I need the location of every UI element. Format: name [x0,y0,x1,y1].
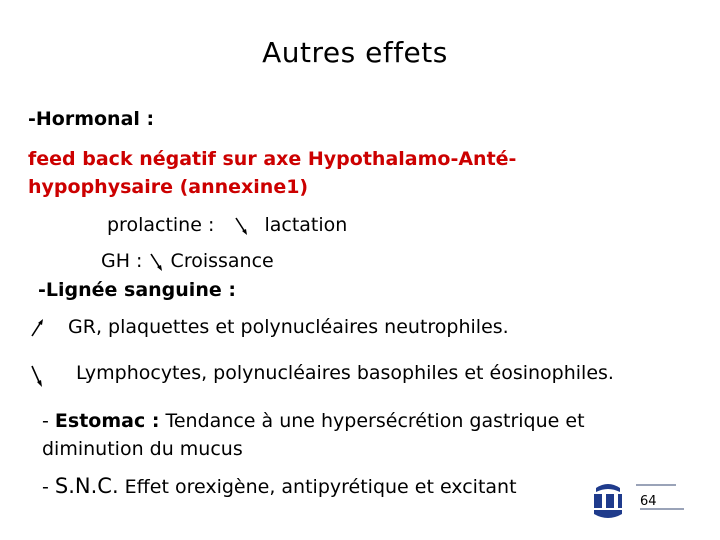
prolactine-label: prolactine : [107,214,215,236]
estomac-row [42,410,585,432]
decrease-row [30,362,614,384]
page-number: 64 [640,494,657,509]
increase-text: GR, plaquettes et polynucléaires neutrophiles. [68,316,509,338]
arrow-down-right-icon [234,216,248,236]
increase-row [30,316,509,338]
arrow-down-right-icon [149,252,163,272]
estomac-text-2: diminution du mucus [42,438,243,460]
arrow-up-right-icon [30,318,44,338]
estomac-label: Estomac : [54,410,160,432]
snc-label: S.N.C. [54,474,119,498]
prolactine-effect: lactation [264,214,348,236]
decrease-text: Lymphocytes, polynucléaires basophiles et éosinophiles. [76,362,614,384]
lignee-heading: -Lignée sanguine : [38,279,236,301]
snc-row [42,474,517,498]
gh-row [101,250,274,272]
page-title: Autres effets [262,36,448,69]
snc-text: Effet orexigène, antipyrétique et excitant [118,476,517,498]
gh-label: GH : [101,250,143,272]
estomac-prefix: - [42,410,55,432]
prolactine-row [107,214,347,236]
hormonal-heading: -Hormonal : [28,108,155,130]
feedback-line-2: hypophysaire (annexine1) [28,176,309,198]
estomac-text: Tendance à une hypersécrétion gastrique et [159,410,585,432]
gh-effect: Croissance [170,250,274,272]
arrow-down-right-icon [30,364,44,384]
feedback-line-1: feed back négatif sur axe Hypothalamo-Anté- [28,148,517,170]
snc-prefix: - [42,476,55,498]
university-logo-icon [588,478,688,522]
